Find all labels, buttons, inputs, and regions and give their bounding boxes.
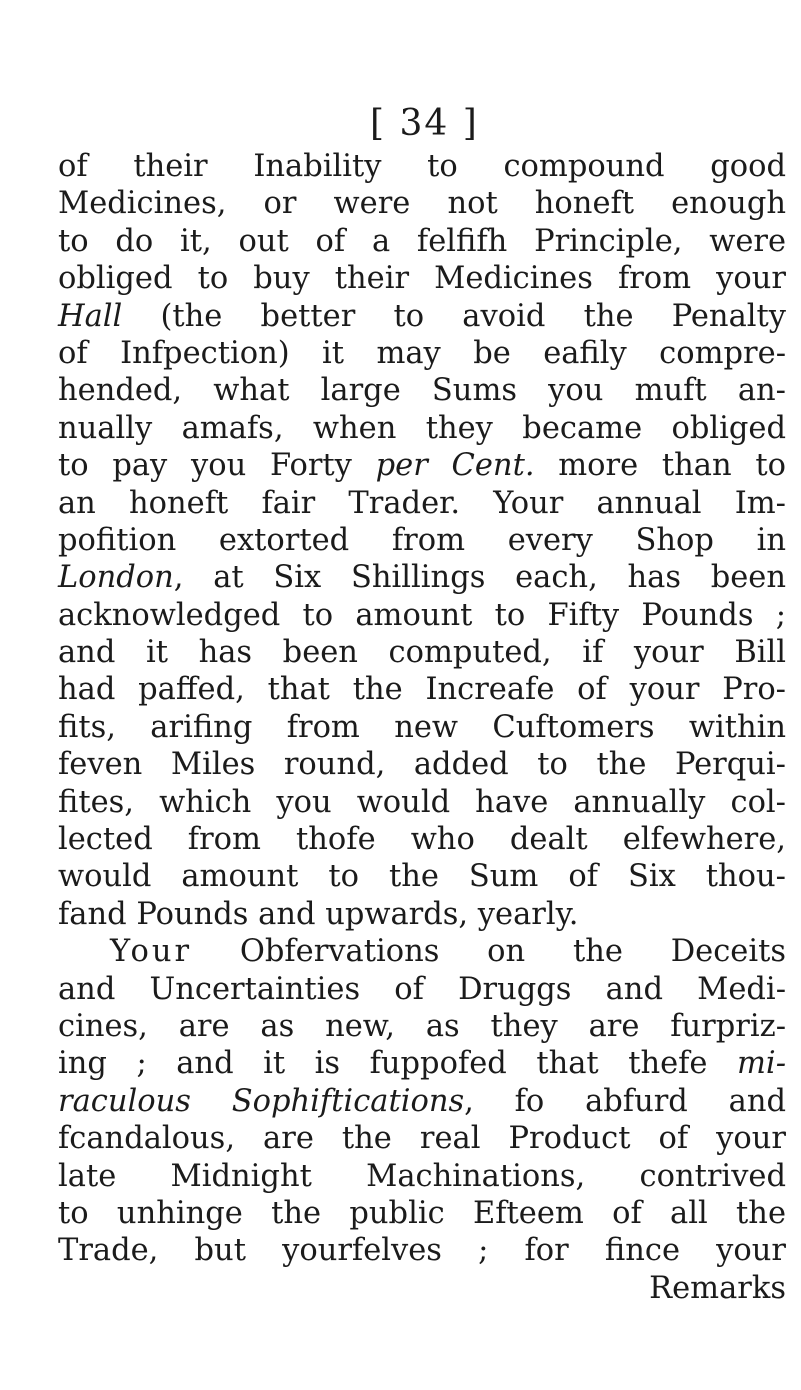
italic-phrase: raculous Sophiftications: [58, 1083, 465, 1119]
text-line: fites, which you would have annually col-: [58, 784, 786, 820]
text-line: Hall (the better to avoid the Penalty: [58, 298, 786, 334]
text-line: raculous Sophiftications, fo abfurd and: [58, 1083, 786, 1119]
text-line: had paffed, that the Increafe of your Pro-: [58, 672, 786, 708]
text-line: pofition extorted from every Shop in: [58, 522, 786, 558]
text-line: Trade, but yourfelves ; for fince your: [58, 1233, 786, 1269]
italic-word: per Cent.: [375, 448, 535, 484]
text-line: nually amafs, when they became obliged: [58, 410, 786, 446]
text-line: acknowledged to amount to Fifty Pounds ;: [58, 597, 786, 633]
text-line: fand Pounds and upwards, yearly.: [58, 896, 579, 932]
text-line: of their Inability to compound good: [58, 149, 786, 184]
text-line: fits, arifing from new Cuftomers within: [58, 709, 786, 745]
text-line: cines, are as new, as they are furpriz-: [58, 1008, 786, 1044]
text-line: an honeft fair Trader. Your annual Im-: [58, 485, 786, 521]
text-line: fcandalous, are the real Product of your: [58, 1121, 786, 1157]
text-line: hended, what large Sums you muft an-: [58, 373, 786, 409]
text-line: obliged to buy their Medicines from your: [58, 261, 786, 297]
italic-word: mi-: [737, 1046, 786, 1082]
catchword: Remarks: [649, 1270, 786, 1306]
text-line: and it has been computed, if your Bill: [58, 635, 786, 671]
page-number: [ 34 ]: [370, 103, 479, 144]
italic-word: London: [58, 560, 174, 596]
text-line: and Uncertainties of Druggs and Medi-: [58, 971, 786, 1007]
italic-word: Hall: [58, 298, 123, 334]
text-line: would amount to the Sum of Six thou-: [58, 859, 786, 895]
text-line: to do it, out of a felfifh Principle, were: [58, 223, 786, 259]
text-line: ing ; and it is fuppofed that thefe mi-: [58, 1046, 786, 1082]
text-line: Your Obfervations on the Deceits: [110, 934, 786, 970]
body-text: [58, 148, 786, 1307]
text-line: feven Miles round, added to the Perqui-: [58, 747, 786, 783]
text-line: lected from thofe who dealt elfewhere,: [58, 822, 786, 858]
small-caps-word: Your: [110, 934, 193, 970]
text-line: to pay you Forty per Cent. more than to: [58, 448, 786, 484]
text-line: to unhinge the public Efteem of all the: [58, 1195, 786, 1231]
text-line: Medicines, or were not honeft enough: [58, 186, 786, 222]
text-line: late Midnight Machinations, contrived: [58, 1158, 786, 1194]
text-line: London, at Six Shillings each, has been: [58, 560, 786, 596]
text-line: of Infpection) it may be eafily compre-: [58, 335, 786, 371]
